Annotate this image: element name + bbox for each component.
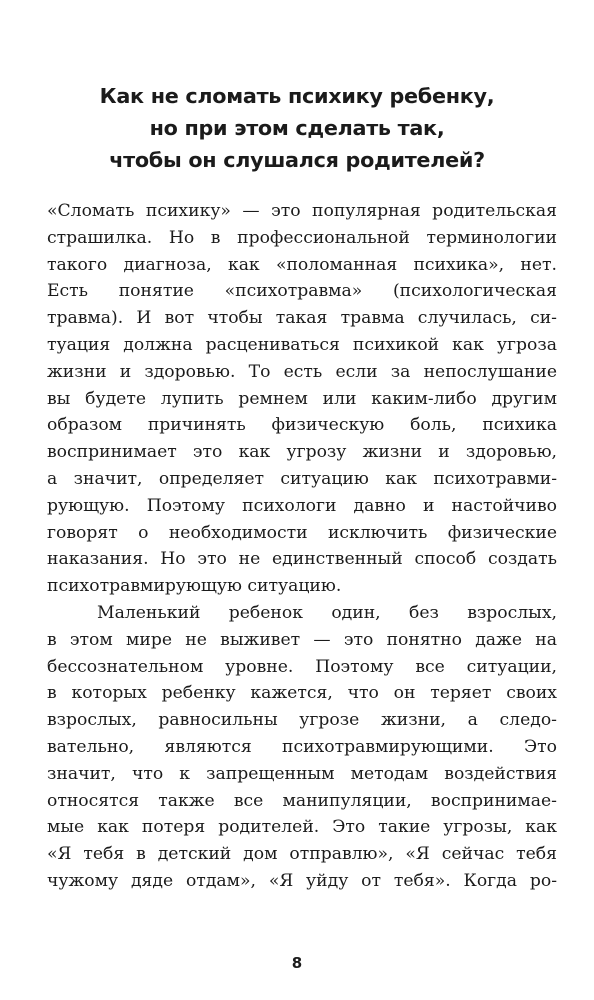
- text-line: Есть понятие «психотравма» (психологическая: [47, 281, 557, 302]
- text-line: взрослых, равносильны угрозе жизни, а следо-: [47, 710, 557, 731]
- text-line: в этом мире не выживет — это понятно даже на: [47, 629, 557, 650]
- text-line: психотравмирующую ситуацию.: [47, 576, 342, 597]
- text-line: а значит, определяет ситуацию как психотравми-: [47, 468, 557, 489]
- text-line: относятся также все манипуляции, воспринимае-: [47, 790, 557, 811]
- text-line: воспринимает это как угрозу жизни и здоровью,: [47, 442, 557, 463]
- text-line: вательно, являются психотравмирующими. Это: [47, 736, 557, 757]
- text-line: туация должна расцениваться психикой как угроза: [47, 334, 557, 355]
- text-line: жизни и здоровью. То есть если за непослушание: [47, 361, 557, 382]
- text-line: вы будете лупить ремнем или каким-либо другим: [47, 388, 557, 409]
- text-line: наказания. Но это не единственный способ создать: [47, 549, 557, 570]
- text-line: значит, что к запрещенным методам воздействия: [47, 763, 557, 784]
- text-line: «Я тебя в детский дом отправлю», «Я сейчас тебя: [47, 844, 557, 865]
- chapter-title-line: чтобы он слушался родителей?: [109, 148, 485, 172]
- chapter-title-line: Как не сломать психику ребенку,: [99, 84, 495, 108]
- text-line: чужому дяде отдам», «Я уйду от тебя». Когда ро-: [47, 870, 557, 891]
- text-line: травма). И вот чтобы такая травма случилась, си-: [47, 308, 557, 329]
- text-line: страшилка. Но в профессиональной терминологии: [47, 227, 557, 248]
- text-line: такого диагноза, как «поломанная психика», нет.: [47, 254, 557, 275]
- text-line: «Сломать психику» — это популярная родительская: [47, 201, 557, 221]
- chapter-title-line: но при этом сделать так,: [149, 116, 445, 140]
- text-line: говорят о необходимости исключить физические: [47, 522, 557, 543]
- text-line: образом причинять физическую боль, психика: [47, 415, 557, 436]
- text-line: бессознательном уровне. Поэтому все ситуации,: [47, 656, 557, 677]
- text-line: мые как потеря родителей. Это такие угрозы, как: [47, 817, 557, 838]
- text-line: в которых ребенку кажется, что он теряет своих: [47, 683, 557, 704]
- page-number: 8: [291, 954, 303, 972]
- text-line: рующую. Поэтому психологи давно и настойчиво: [47, 495, 557, 516]
- chapter-title: [0, 80, 594, 176]
- body-text: [47, 198, 557, 895]
- text-line: Маленький ребенок один, без взрослых,: [97, 602, 557, 623]
